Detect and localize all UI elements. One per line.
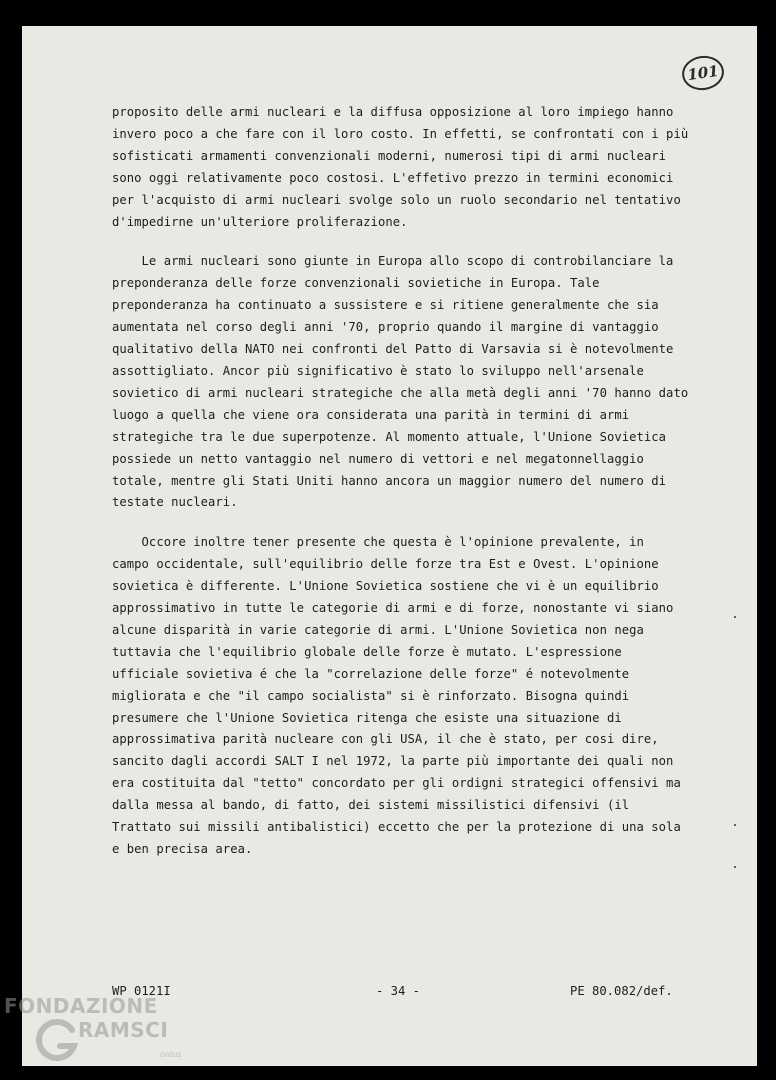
document-body <box>112 102 689 879</box>
text-line: sovietica è differente. L'Unione Sovietica sostiene che vi è un equilibrio <box>112 579 659 594</box>
watermark-line-2: RAMSCI <box>78 1018 169 1042</box>
footer-reference: PE 80.082/def. <box>570 984 673 998</box>
text-line: approssimativo in tutte le categorie di armi e di forze, nonostante vi siano <box>112 601 674 616</box>
watermark-tag: onlus <box>160 1050 182 1059</box>
text-line: sancito dagli accordi SALT I nel 1972, la parte più importante dei quali non <box>112 754 674 769</box>
text-line: alcune disparità in varie categorie di armi. L'Unione Sovietica non nega <box>112 622 644 637</box>
text-line: testate nucleari. <box>112 495 238 510</box>
text-line: luogo a quella che viene ora considerata una parità in termini di armi <box>112 407 630 422</box>
text-line: Le armi nucleari sono giunte in Europa allo scopo di controbilanciare la <box>112 254 674 269</box>
text-line: presumere che l'Unione Sovietica ritenga che esiste una situazione di <box>112 710 622 725</box>
archive-watermark <box>4 994 204 1074</box>
footer-document-code: WP 0121I <box>112 984 171 998</box>
margin-speck <box>734 616 736 618</box>
text-line: invero poco a che fare con il loro costo. In effetti, se confrontati con i più <box>112 126 689 141</box>
text-line: qualitativo della NATO nei confronti del Patto di Varsavia si è notevolmente <box>112 342 674 357</box>
text-line: e ben precisa area. <box>112 842 253 856</box>
text-line: strategiche tra le due superpotenze. Al momento attuale, l'Unione Sovietica <box>112 429 667 444</box>
text-line: campo occidentale, sull'equilibrio delle forze tra Est e Ovest. L'opinione <box>112 557 659 572</box>
margin-speck <box>734 824 736 826</box>
text-line: preponderanza delle forze convenzionali sovietiche in Europa. Tale <box>112 276 600 291</box>
margin-speck <box>734 866 736 868</box>
text-line: per l'acquisto di armi nucleari svolge solo un ruolo secondario nel tentativo <box>112 192 681 207</box>
text-line: preponderanza ha continuato a sussistere e si ritiene generalmente che sia <box>112 298 659 313</box>
text-line: dalla messa al bando, di fatto, dei sistemi missilistici difensivi (il <box>112 798 630 813</box>
text-line: proposito delle armi nucleari e la diffusa opposizione al loro impiego hanno <box>112 105 674 119</box>
paragraph-1 <box>112 102 689 233</box>
text-line: Trattato sui missili antibalistici) eccetto che per la protezione di una sola <box>112 820 681 835</box>
text-line: sovietico di armi nucleari strategiche che alla metà degli anni '70 hanno dato <box>112 385 689 400</box>
text-line: assottigliato. Ancor più significativo è stato lo sviluppo nell'arsenale <box>112 363 644 378</box>
text-line: totale, mentre gli Stati Uniti hanno ancora un maggior numero del numero di <box>112 473 667 488</box>
text-line: aumentata nel corso degli anni '70, proprio quando il margine di vantaggio <box>112 320 659 335</box>
text-line: approssimativa parità nucleare con gli USA, il che è stato, per cosi dire, <box>112 732 659 747</box>
paragraph-2 <box>112 251 689 514</box>
paragraph-3 <box>112 532 681 861</box>
text-line: sono oggi relativamente poco costosi. L'effetivo prezzo in termini economici <box>112 170 674 185</box>
watermark-line-1: FONDAZIONE <box>4 994 158 1018</box>
text-line: sofisticati armamenti convenzionali moderni, numerosi tipi di armi nucleari <box>112 148 667 163</box>
footer-page-number: - 34 - <box>376 984 421 998</box>
text-line: possiede un netto vantaggio nel numero di vettori e nel megatonnellaggio <box>112 451 644 466</box>
text-line: migliorata e che "il campo socialista" si è rinforzato. Bisogna quindi <box>112 688 630 703</box>
folio-number-stamp: 101 <box>680 53 726 93</box>
text-line: tuttavia che l'equilibrio globale delle forze è mutato. L'espressione <box>112 644 622 659</box>
document-page <box>22 26 757 1066</box>
text-line: ufficiale sovietiva é che la "correlazione delle forze" é notevolmente <box>112 666 630 681</box>
text-line: Occore inoltre tener presente che questa è l'opinione prevalente, in <box>112 535 644 550</box>
text-line: d'impedirne un'ulteriore proliferazione. <box>112 214 408 229</box>
watermark-g-logo-icon <box>32 1016 82 1066</box>
text-line: era costituita dal "tetto" concordato per gli ordigni strategici offensivi ma <box>112 776 681 791</box>
